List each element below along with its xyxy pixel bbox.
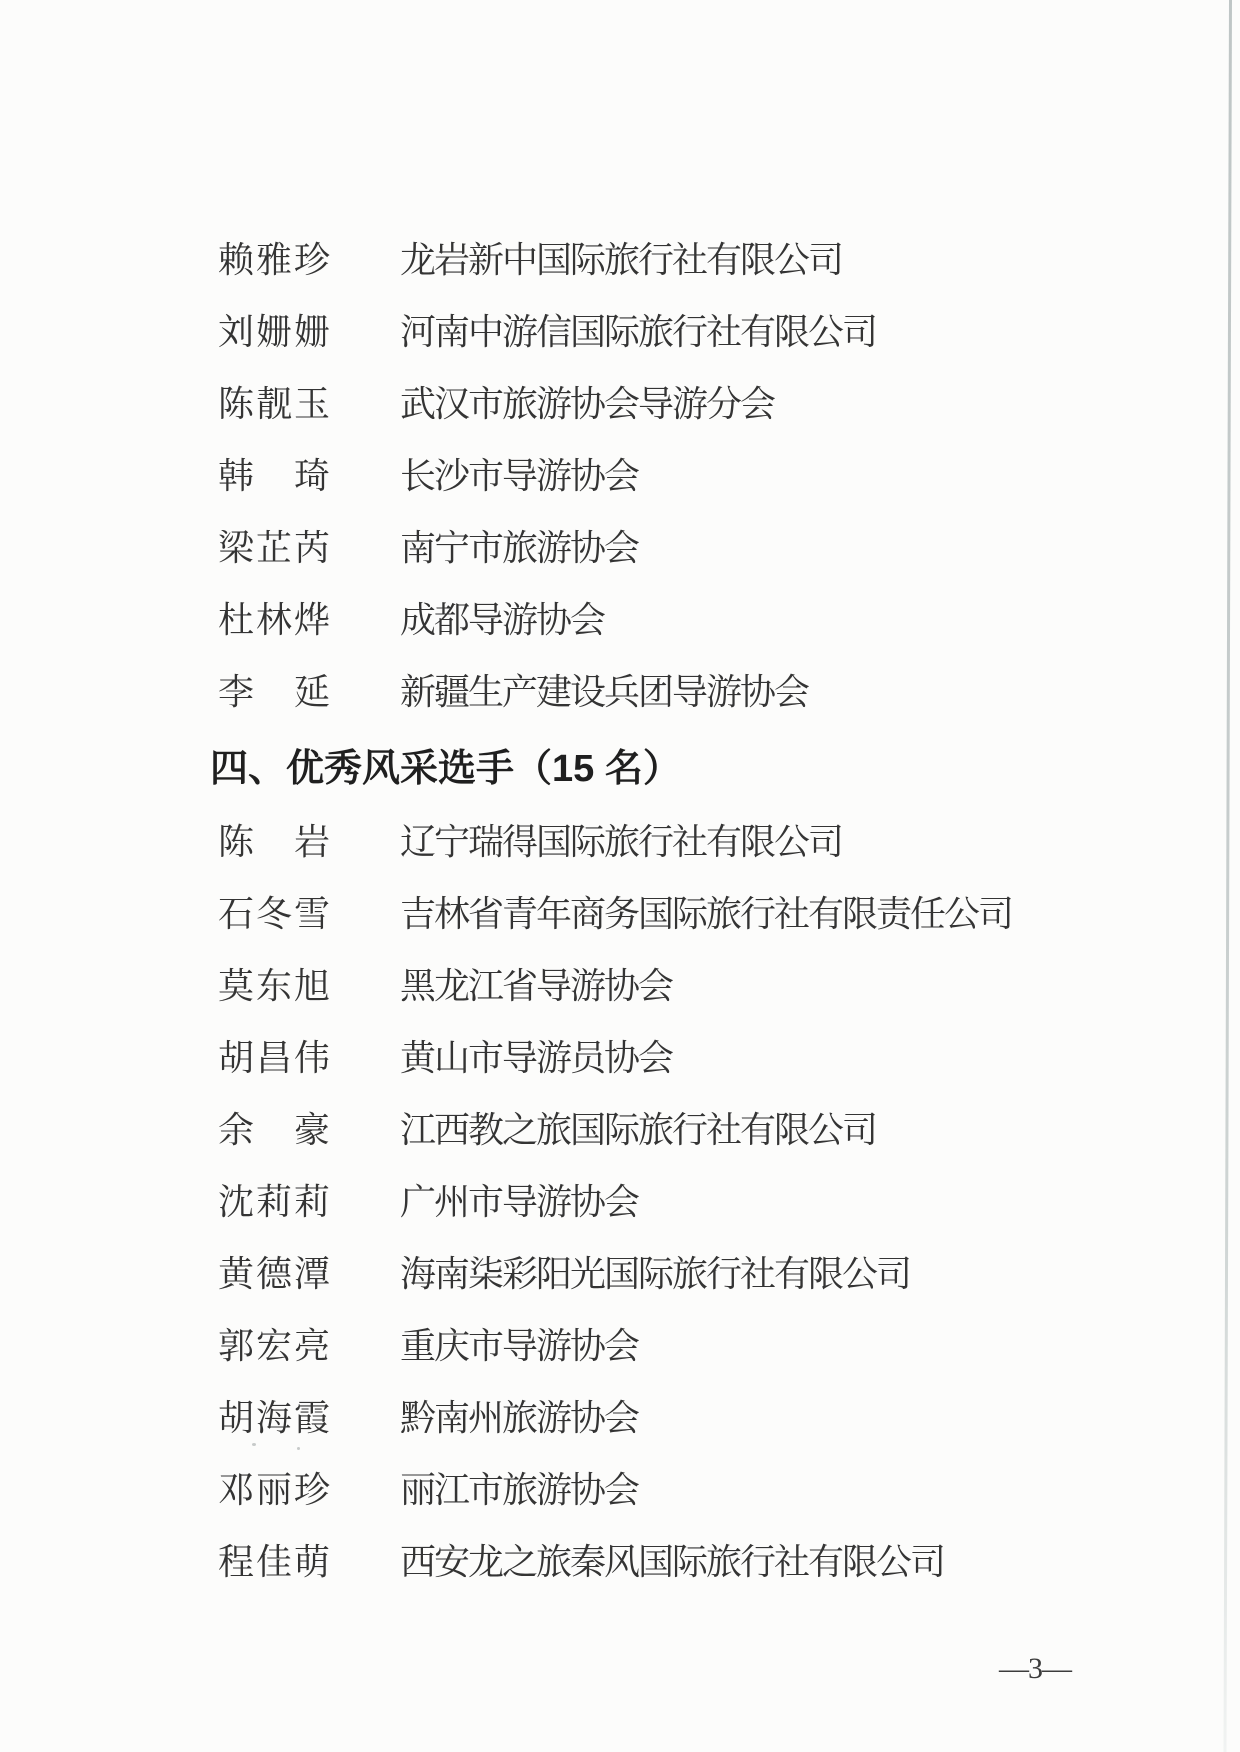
contestant-name: 陈 岩: [218, 821, 333, 862]
roster-row: [218, 1163, 1118, 1235]
scan-page-edge-line: [1223, 0, 1232, 1752]
roster-row: [218, 1091, 1118, 1163]
organization-name: 海南柒彩阳光国际旅行社有限公司: [400, 1253, 911, 1294]
organization-name: 辽宁瑞得国际旅行社有限公司: [400, 821, 843, 862]
roster-row: [218, 1019, 1118, 1091]
contestant-name: 杜林烨: [218, 599, 333, 640]
roster-row: [218, 1307, 1118, 1379]
roster-row: [218, 1523, 1118, 1595]
contestant-name: 胡海霞: [218, 1397, 333, 1438]
roster-row: [218, 221, 1118, 293]
organization-name: 成都导游协会: [400, 599, 605, 640]
section-heading: 四、优秀风采选手（15 名）: [210, 747, 681, 790]
roster-row: [218, 509, 1118, 581]
organization-name: 龙岩新中国际旅行社有限公司: [400, 239, 843, 280]
organization-name: 江西教之旅国际旅行社有限公司: [400, 1109, 877, 1150]
organization-name: 西安龙之旅秦风国际旅行社有限公司: [400, 1541, 945, 1582]
organization-name: 南宁市旅游协会: [400, 527, 639, 568]
roster-row: [218, 1379, 1118, 1451]
roster-row: [218, 1451, 1118, 1523]
award-roster: [210, 221, 1118, 1595]
roster-row: [218, 365, 1118, 437]
contestant-name: 郭宏亮: [218, 1325, 333, 1366]
contestant-name: 余 豪: [218, 1109, 333, 1150]
organization-name: 丽江市旅游协会: [400, 1469, 639, 1510]
organization-name: 黑龙江省导游协会: [400, 965, 673, 1006]
contestant-name: 李 延: [218, 671, 333, 712]
contestant-name: 梁芷芮: [218, 527, 333, 568]
roster-row: [218, 1235, 1118, 1307]
section-heading-row: [210, 725, 1118, 803]
organization-name: 重庆市导游协会: [400, 1325, 639, 1366]
organization-name: 吉林省青年商务国际旅行社有限责任公司: [400, 893, 1013, 934]
organization-name: 广州市导游协会: [400, 1181, 639, 1222]
contestant-name: 刘姗姗: [218, 311, 333, 352]
contestant-name: 邓丽珍: [218, 1469, 333, 1510]
contestant-name: 沈莉莉: [218, 1181, 333, 1222]
contestant-name: 黄德潭: [218, 1253, 333, 1294]
organization-name: 黄山市导游员协会: [400, 1037, 673, 1078]
roster-row: [218, 293, 1118, 365]
contestant-name: 韩 琦: [218, 455, 333, 496]
organization-name: 长沙市导游协会: [400, 455, 639, 496]
organization-name: 武汉市旅游协会导游分会: [400, 383, 775, 424]
organization-name: 黔南州旅游协会: [400, 1397, 639, 1438]
contestant-name: 陈靓玉: [218, 383, 333, 424]
roster-row: [218, 803, 1118, 875]
contestant-name: 胡昌伟: [218, 1037, 333, 1078]
roster-row: [218, 437, 1118, 509]
roster-row: [218, 947, 1118, 1019]
previous-section-entries: [218, 221, 1118, 725]
page-number: —3—: [999, 1652, 1071, 1685]
contestant-name: 赖雅珍: [218, 239, 333, 280]
roster-row: [218, 875, 1118, 947]
roster-row: [218, 653, 1118, 725]
contestant-name: 莫东旭: [218, 965, 333, 1006]
contestant-name: 石冬雪: [218, 893, 333, 934]
section-entries: [218, 803, 1118, 1595]
organization-name: 新疆生产建设兵团导游协会: [400, 671, 809, 712]
contestant-name: 程佳萌: [218, 1541, 333, 1582]
roster-row: [218, 581, 1118, 653]
organization-name: 河南中游信国际旅行社有限公司: [400, 311, 877, 352]
